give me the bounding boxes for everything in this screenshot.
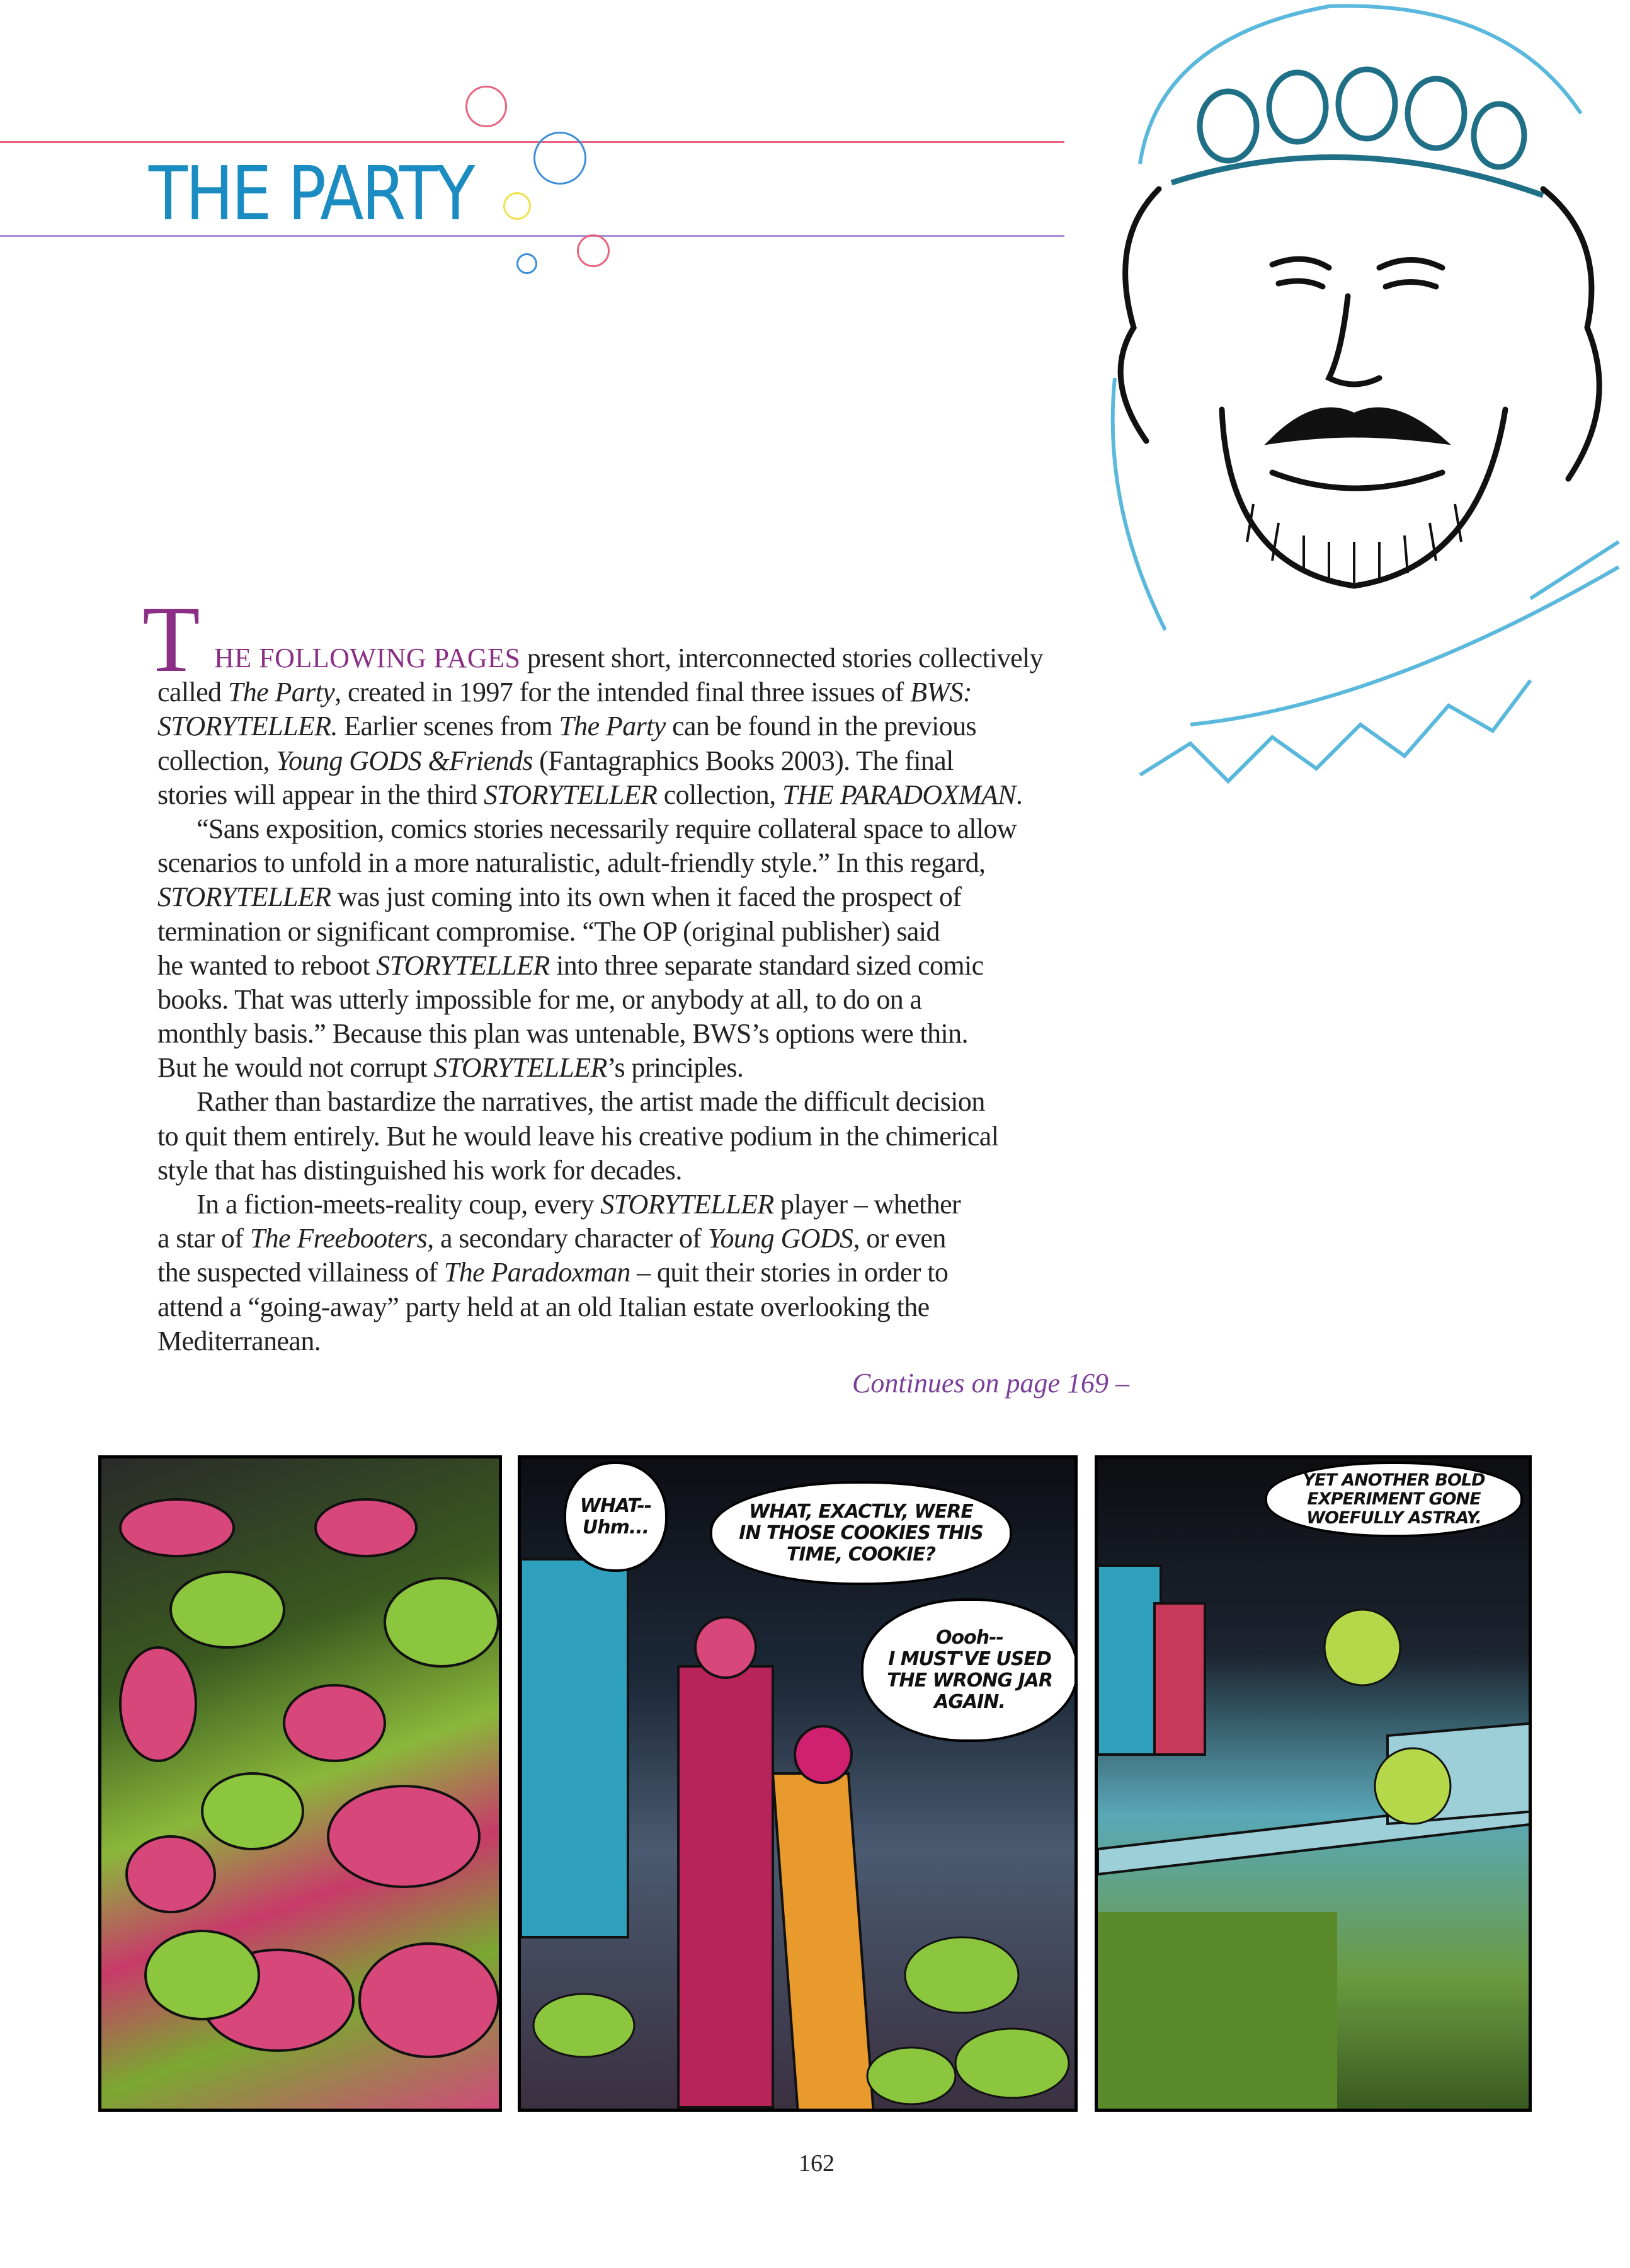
bubble-text-line: WOEFULLY ASTRAY. <box>1306 1508 1481 1528</box>
text-segment: Rather than bastardize the narratives, the artist made the difficult decision <box>197 1086 985 1118</box>
italic-title: The Party <box>227 677 335 708</box>
decorative-circle <box>516 253 537 274</box>
italic-title: STORYTELLER <box>433 1052 607 1084</box>
bubble-text-line: EXPERIMENT GONE <box>1307 1489 1481 1509</box>
text-segment: collection, <box>157 745 276 776</box>
text-line <box>214 641 1043 675</box>
page-number: 162 <box>799 2150 835 2177</box>
text-segment: scenarios to unfold in a more naturalistic, adult-friendly style.” In this regard, <box>157 847 986 879</box>
text-line <box>157 812 1017 846</box>
decorative-circle <box>503 192 531 220</box>
text-segment: a star of <box>157 1223 250 1254</box>
text-segment: present short, interconnected stories collectively <box>520 643 1044 673</box>
bubble-text-line: IN THOSE COOKIES THIS <box>739 1521 983 1544</box>
text-segment: , a secondary character of <box>427 1223 708 1254</box>
comic-panel-2 <box>518 1455 1078 2112</box>
text-line <box>157 1085 985 1119</box>
text-segment: attend a “going-away” party held at an old Italian estate overlooking the <box>157 1291 930 1322</box>
panel-3-artwork <box>1098 1458 1532 2112</box>
italic-title: STORYTELLER <box>600 1189 774 1220</box>
text-segment: he wanted to reboot <box>157 949 377 981</box>
continues-link[interactable]: Continues on page 169 – <box>852 1368 1129 1399</box>
text-line <box>157 1256 948 1290</box>
text-segment: . <box>1015 779 1023 810</box>
drop-cap: T <box>142 587 200 692</box>
text-line <box>157 1222 946 1256</box>
text-line <box>157 675 972 709</box>
text-line <box>157 949 984 983</box>
italic-title: STORYTELLER <box>483 779 658 810</box>
article-body <box>157 641 1140 1358</box>
italic-title: STORYTELLER <box>376 949 550 981</box>
text-segment: (Fantagraphics Books 2003). The final <box>532 745 954 776</box>
text-segment: ’s principles. <box>607 1052 744 1084</box>
bubble-text-line: I MUST'VE USED <box>888 1648 1051 1670</box>
italic-title: Young GODS <box>707 1223 853 1254</box>
text-line <box>157 1154 682 1188</box>
text-segment: Mediterranean. <box>157 1325 321 1356</box>
page-title: THE PARTY <box>149 150 473 237</box>
text-segment: But he would not corrupt <box>157 1052 434 1084</box>
italic-title: The Paradoxman <box>443 1257 630 1288</box>
text-segment: books. That was utterly impossible for me, or anybody at all, to do on a <box>157 983 922 1015</box>
bubble-text-line: YET ANOTHER BOLD <box>1302 1470 1485 1490</box>
text-segment: collection, <box>657 779 782 810</box>
italic-title: STORYTELLER <box>157 881 331 913</box>
italic-title: The Party <box>559 711 666 742</box>
bubble-text-line: AGAIN. <box>934 1691 1005 1713</box>
text-line <box>157 983 921 1017</box>
text-line <box>157 744 954 778</box>
italic-title: BWS: <box>910 677 972 708</box>
text-segment: was just coming into its own when it faced the prospect of <box>331 881 962 913</box>
text-segment: – quit their stories in order to <box>630 1257 949 1288</box>
bubble-text-line: WHAT-- <box>579 1494 652 1517</box>
text-segment: can be found in the previous <box>665 711 977 742</box>
text-line <box>157 709 976 743</box>
bubble-text-line: THE WRONG JAR <box>887 1670 1052 1692</box>
italic-title: THE PARADOXMAN <box>782 779 1016 810</box>
decorative-circle <box>533 132 586 185</box>
text-segment: to quit them entirely. But he would leave his creative podium in the chimerical <box>157 1120 999 1152</box>
text-segment: into three separate standard sized comic <box>549 949 984 981</box>
decorative-circle <box>465 86 507 127</box>
text-line <box>157 1120 998 1154</box>
text-line <box>157 880 961 914</box>
small-caps-lead: HE FOLLOWING PAGES <box>214 643 521 673</box>
bearded-man-sketch-illustration <box>1064 0 1630 806</box>
text-segment: Earlier scenes from <box>337 711 559 742</box>
text-line <box>157 1188 960 1222</box>
text-line <box>157 1290 930 1324</box>
decorative-circle <box>577 234 610 267</box>
text-line <box>157 778 1022 812</box>
text-segment: called <box>157 677 228 708</box>
italic-title: STORYTELLER. <box>157 711 338 742</box>
panel-1-artwork <box>101 1458 502 2112</box>
bubble-text-line: WHAT, EXACTLY, WERE <box>749 1500 973 1523</box>
bubble-text-line: Uhm... <box>582 1516 649 1538</box>
text-segment: “Sans exposition, comics stories necessarily require collateral space to allow <box>197 813 1017 844</box>
text-segment: In a fiction-meets-reality coup, every <box>197 1189 601 1220</box>
italic-title: Young GODS &Friends <box>276 745 533 776</box>
bubble-text-line: TIME, COOKIE? <box>786 1543 936 1566</box>
text-segment: , created in 1997 for the intended final three issues of <box>334 677 911 708</box>
text-line <box>157 1017 968 1051</box>
bubble-text-line: Oooh-- <box>936 1627 1003 1649</box>
text-segment: stories will appear in the third <box>157 779 484 810</box>
text-line <box>157 1324 321 1358</box>
text-segment: , or even <box>853 1223 946 1254</box>
text-line <box>157 846 985 880</box>
comic-panel-3 <box>1095 1455 1532 2112</box>
text-line <box>157 1051 743 1085</box>
italic-title: The Freebooters <box>249 1223 428 1254</box>
text-segment: style that has distinguished his work for decades. <box>157 1154 682 1186</box>
text-segment: the suspected villainess of <box>157 1257 444 1288</box>
speech-bubble <box>861 1598 1078 1742</box>
text-line <box>157 915 940 949</box>
speech-bubble <box>1265 1462 1523 1537</box>
text-segment: monthly basis.” Because this plan was untenable, BWS’s options were thin. <box>157 1018 968 1050</box>
speech-bubble <box>710 1481 1012 1585</box>
text-segment: player – whether <box>773 1189 961 1220</box>
speech-bubble <box>564 1462 668 1572</box>
comic-panel-1 <box>98 1455 502 2112</box>
text-segment: termination or significant compromise. “The OP (original publisher) said <box>157 915 940 947</box>
